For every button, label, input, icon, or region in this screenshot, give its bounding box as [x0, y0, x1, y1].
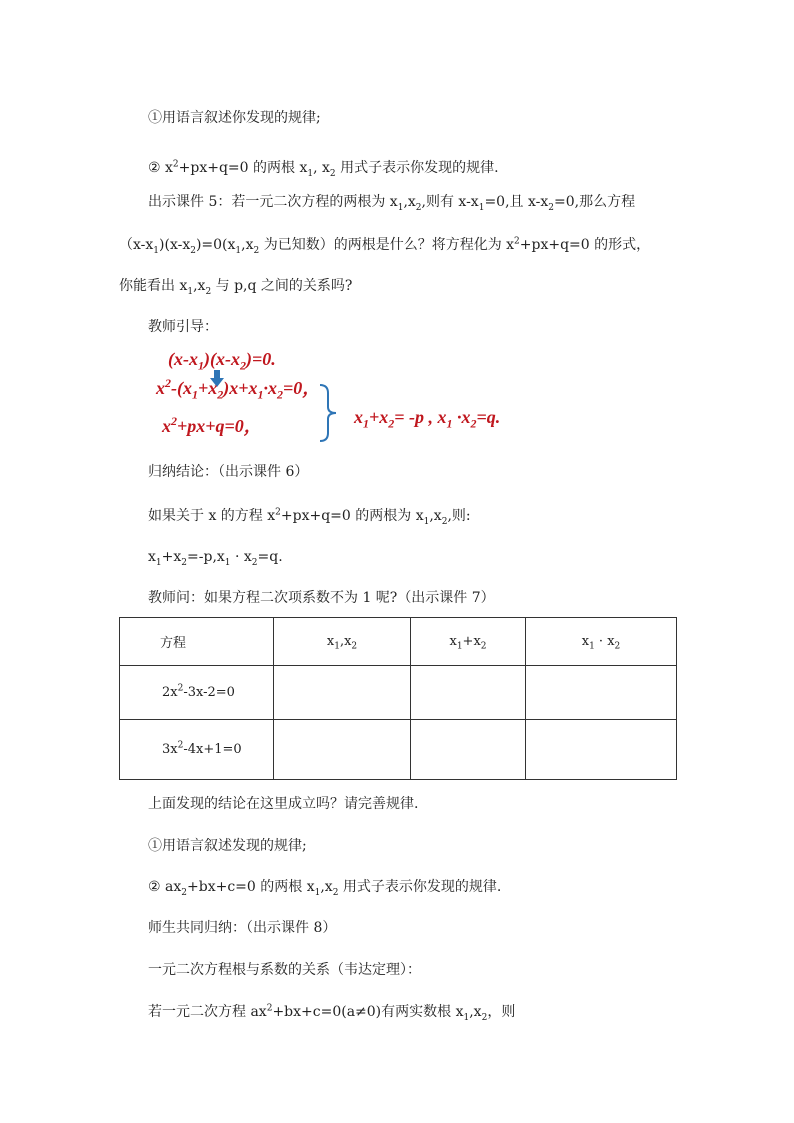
derivation-line-1: $(x-x_1)(x-x_2)=0$.	[168, 349, 276, 373]
text-rule-in-formula: ② $x^2+px+q=0$ 的两根 $x_1$, $x_2$ 用式子表示你发现的规律.	[148, 159, 499, 179]
text-conclusion-heading: 归纳结论：（出示课件 6）	[148, 464, 309, 480]
derivation-line-2: $x^2-(x_1+x_2)x+x_1\cdot x_2=0$，	[156, 376, 321, 402]
right-brace-icon	[318, 383, 340, 443]
table-cell-empty	[411, 720, 526, 780]
text-courseware-5-cont: $(x-x_1)(x-x_2)=0(x_1,x_2$ 为已知数）的两根是什么？将方程化为 $x^2+px+q=0$ 的形式，	[119, 236, 651, 256]
table-row	[120, 720, 677, 780]
table-cell-empty	[274, 666, 411, 720]
table-cell-empty	[526, 720, 677, 780]
text-relation-question: 你能看出 $x_1,x_2$ 与 p,q 之间的关系吗?	[119, 278, 353, 297]
text-teacher-guide: 教师引导：	[148, 319, 218, 335]
table-cell-empty	[274, 720, 411, 780]
table-cell-empty	[411, 666, 526, 720]
table-cell-equation-2: $3x^2-4x+1=0$	[120, 720, 274, 780]
text-vieta-heading: 一元二次方程根与系数的关系（韦达定理）：	[148, 962, 421, 978]
text-vieta-statement: 若一元二次方程 $ax^2+bx+c=0(a\ne 0)$有两实数根 $x_1,x_2$，则	[148, 1003, 516, 1023]
derivation-line-3: $x^2+px+q=0$，	[162, 414, 262, 436]
table-header-product: $x_1 \cdot x_2$	[526, 618, 677, 666]
text-rule-in-words-2: ①用语言叙述发现的规律;	[148, 838, 307, 854]
table-cell-equation-1: $2x^2-3x-2=0$	[120, 666, 274, 720]
text-courseware-5: 出示课件 5：若一元二次方程的两根为 $x_1,x_2$,则有 $x-x_1=0$,且 $x-x_2=0$,那么方程	[148, 194, 636, 213]
text-rule-in-words: ①用语言叙述你发现的规律;	[148, 110, 321, 126]
table-header-sum: $x_1+x_2$	[411, 618, 526, 666]
derivation-result: $x_1+x_2= -p$ , $x_1 \cdot x_2=q$.	[354, 407, 501, 431]
text-conclusion-statement: 如果关于 x 的方程 $x^2+px+q=0$ 的两根为 $x_1,x_2$,则:	[148, 507, 471, 527]
equation-table	[119, 617, 677, 780]
text-teacher-question: 教师问：如果方程二次项系数不为 1 呢?（出示课件 7）	[148, 590, 495, 606]
text-joint-summary: 师生共同归纳：（出示课件 8）	[148, 920, 337, 936]
table-row	[120, 666, 677, 720]
table-header-row	[120, 618, 677, 666]
table-header-roots: $x_1,x_2$	[274, 618, 411, 666]
table-cell-empty	[526, 666, 677, 720]
text-conclusion-formula: $x_1+x_2=-p,x_1 \cdot x_2=q$.	[148, 549, 283, 568]
text-rule-in-formula-2: ② $ax_2+bx+c=0$ 的两根 $x_1,x_2$ 用式子表示你发现的规律.	[148, 879, 502, 898]
text-verify-question: 上面发现的结论在这里成立吗？请完善规律.	[148, 796, 419, 812]
table-header-equation: 方程	[120, 618, 274, 666]
